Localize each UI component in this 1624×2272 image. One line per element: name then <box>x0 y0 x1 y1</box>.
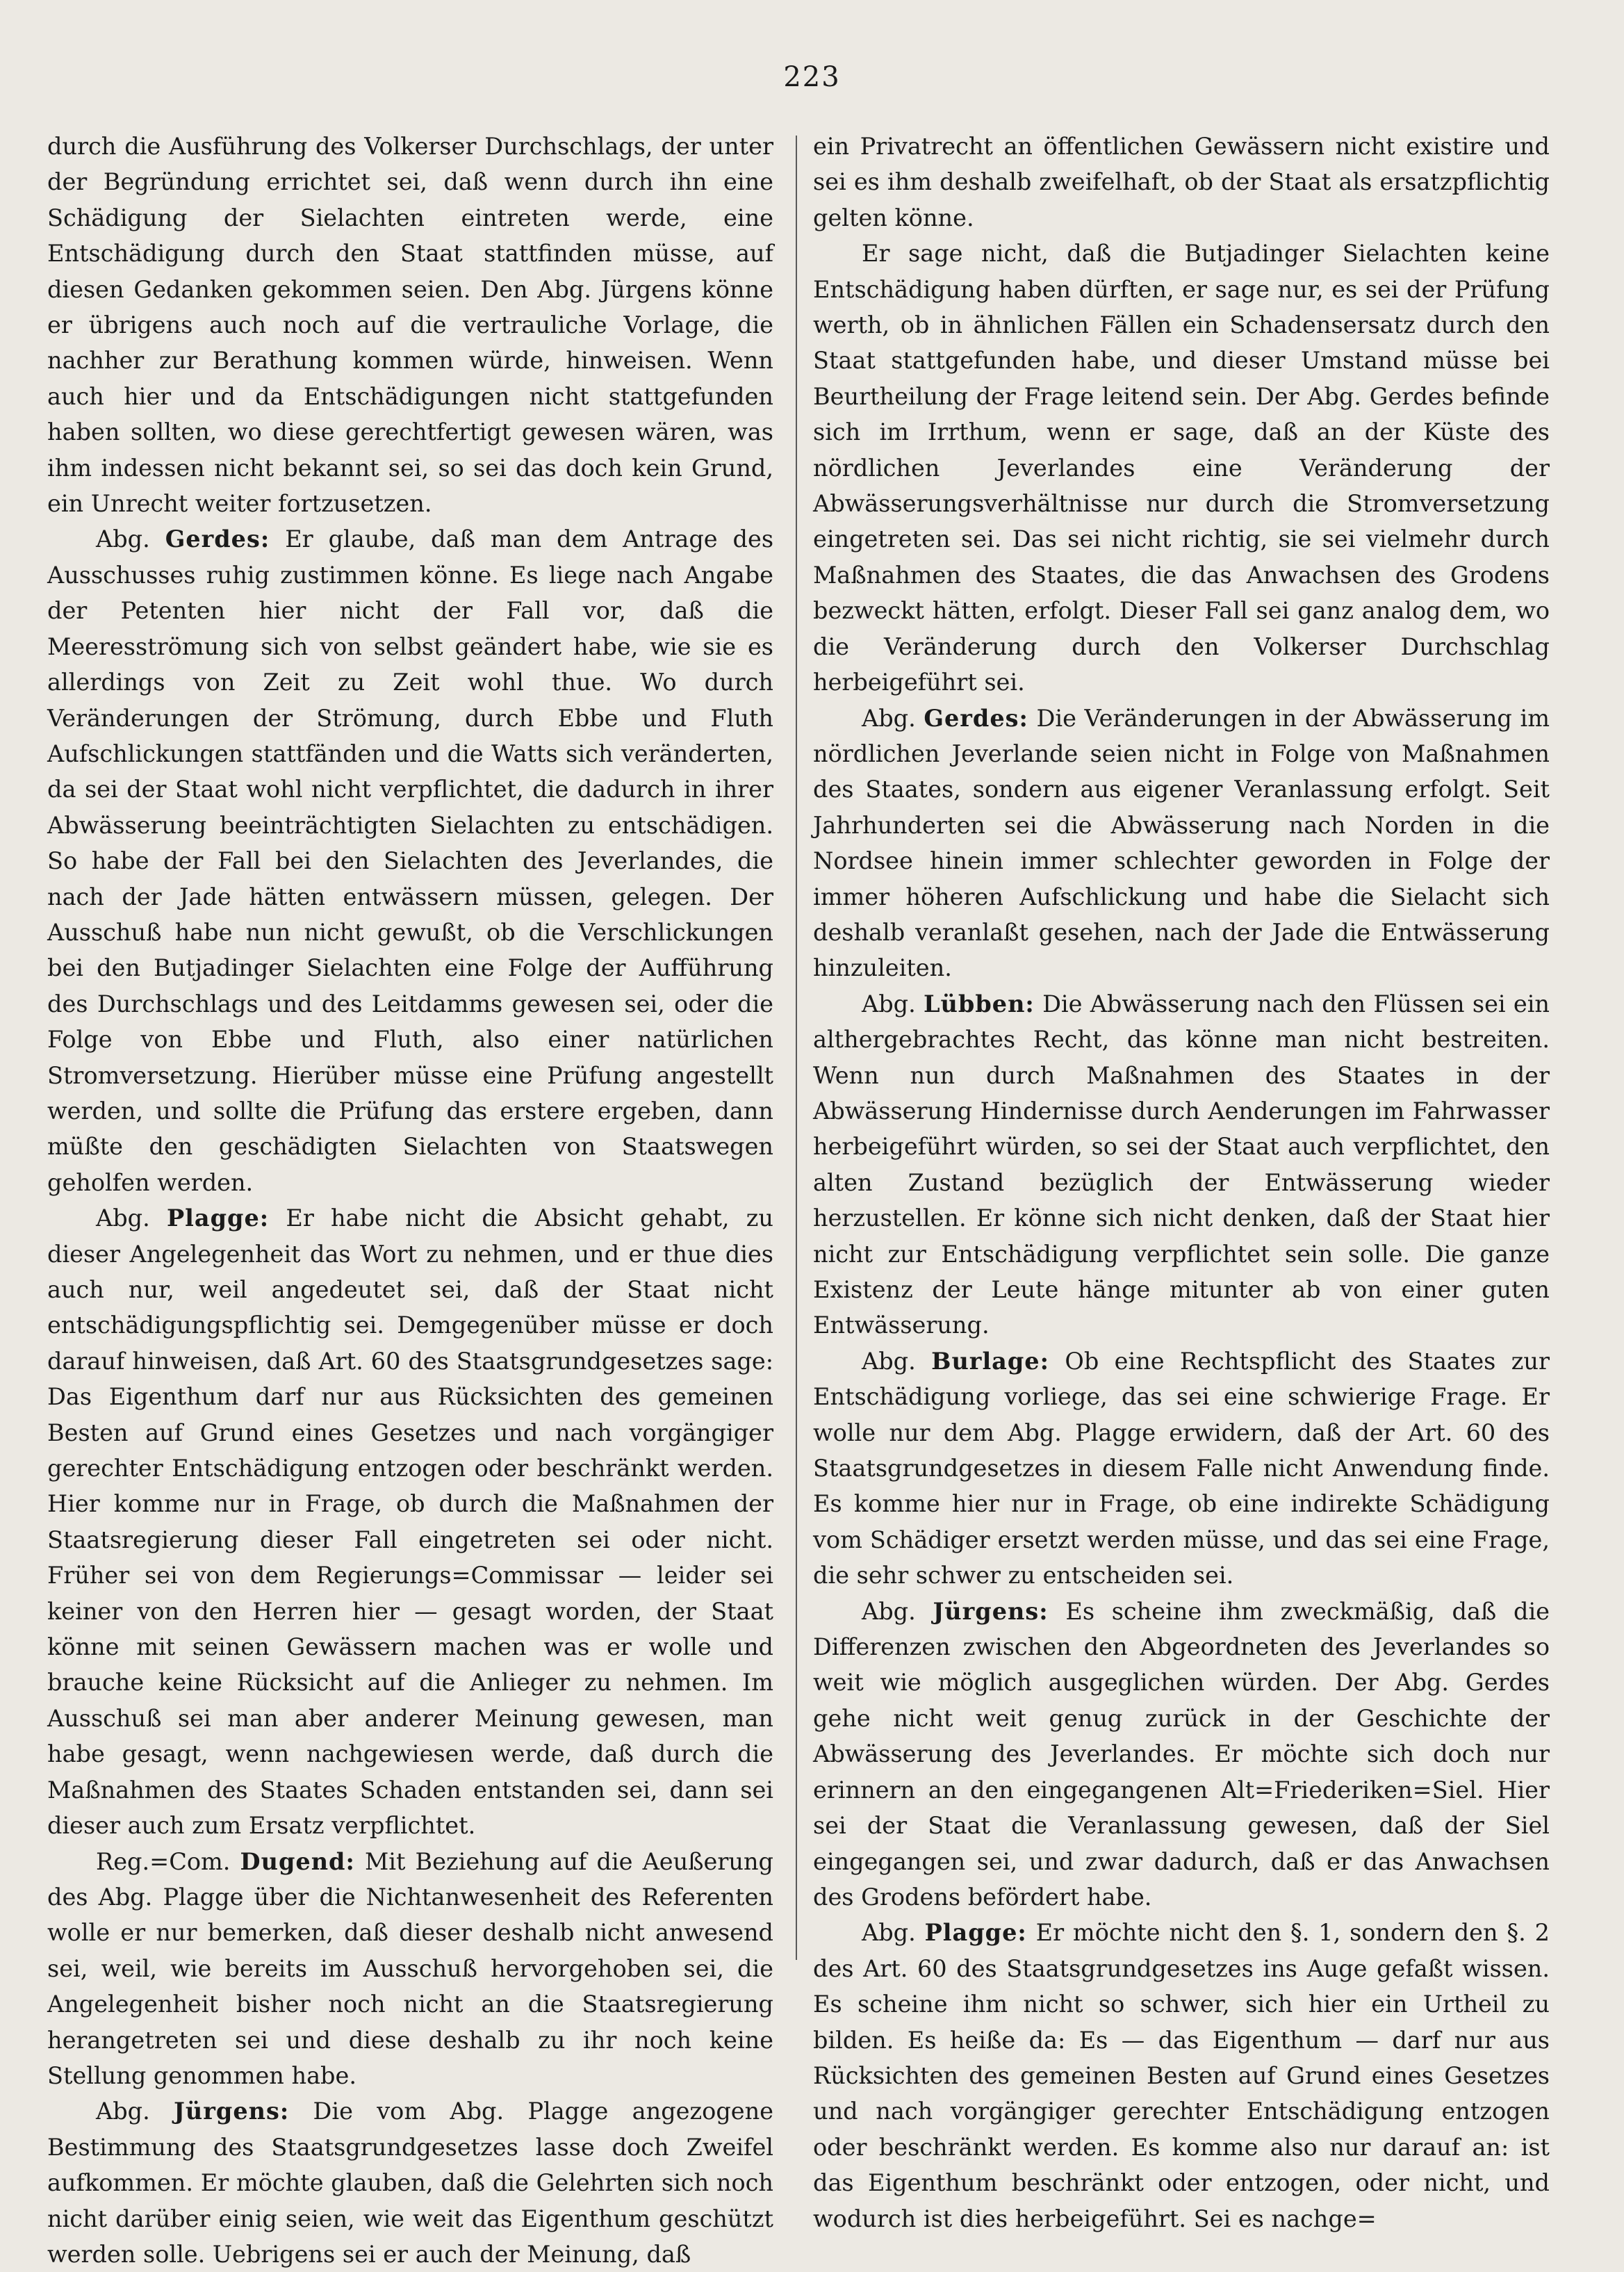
paragraph-text: Es scheine ihm zweckmäßig, daß die Differenzen zwischen den Abgeordneten des Jeverlandes so weit wie möglich ausgeglichen würden. Der Abg. Gerdes gehe nicht weit genug zurück in der Geschichte der Abwässerung des Jeverlandes. Er möchte sich doch nur erinnern an den eingegangenen Alt=Friederiken=Siel. Hier sei der Staat die Veranlassung gewesen, daß der Siel eingegangen sei, und zwar dadurch, daß er das Anwachsen des Grodens befördert habe. <box>813 1597 1550 1911</box>
paragraph <box>47 521 773 1200</box>
speaker-prefix: Abg. <box>96 525 150 553</box>
speaker-name: Jürgens: <box>933 1597 1049 1625</box>
paragraph-text: Er habe nicht die Absicht gehabt, zu dieser Angelegenheit das Wort zu nehmen, und er thue dies auch nur, weil angedeutet sei, daß der Staat nicht entschädigungspflichtig sei. Demgegenüber müsse er doch darauf hinweisen, daß Art. 60 des Staatsgrundgesetzes sage: Das Eigenthum darf nur aus Rücksichten des gemeinen Besten auf Grund eines Gesetzes und nach vorgängiger gerechter Entschädigung entzogen oder beschränkt werden. Hier komme nur in Frage, ob durch die Maßnahmen der Staatsregierung dieser Fall eingetreten sei oder nicht. Früher sei von dem Regierungs=Commissar — leider sei keiner von den Herren hier — gesagt worden, der Staat könne mit seinen Gewässern machen was er wolle und brauche keine Rücksicht auf die Anlieger zu nehmen. Im Ausschuß sei man aber anderer Meinung gewesen, man habe gesagt, wenn nachgewiesen werde, daß durch die Maßnahmen des Staates Schaden entstanden sei, dann sei dieser auch zum Ersatz verpflichtet. <box>47 1204 773 1840</box>
paragraph-text: Die Abwässerung nach den Flüssen sei ein althergebrachtes Recht, das könne man nicht bestreiten. Wenn nun durch Maßnahmen des Staates in der Abwässerung Hindernisse durch Aenderungen im Fahrwasser herbeigeführt würden, so sei der Staat auch verpflichtet, den alten Zustand bezüglich der Entwässerung wieder herzustellen. Er könne sich nicht denken, daß der Staat hier nicht zur Entschädigung verpflichtet sein solle. Die ganze Existenz der Leute hänge mitunter ab von einer guten Entwässerung. <box>813 990 1550 1339</box>
speaker-prefix: Abg. <box>96 2098 150 2125</box>
paragraph-text: durch die Ausführung des Volkerser Durchschlags, der unter der Begründung errichtet sei, daß wenn durch ihn eine Schädigung der Sielachten eintreten werde, eine Entschädigung durch den Staat stattfinden müsse, auf diesen Gedanken gekommen seien. Den Abg. Jürgens könne er übrigens auch noch auf die vertrauliche Vorlage, die nachher zur Berathung kommen würde, hinweisen. Wenn auch hier und da Entschädigungen nicht stattgefunden haben sollten, wo diese gerechtfertigt gewesen wären, was ihm indessen nicht bekannt sei, so sei das doch kein Grund, ein Unrecht weiter fortzusetzen. <box>47 133 773 518</box>
paragraph <box>813 701 1550 986</box>
paragraph-text: Die vom Abg. Plagge angezogene Bestimmung des Staatsgrundgesetzes lasse doch Zweifel aufkommen. Er möchte glauben, daß die Gelehrten sich noch nicht darüber einig seien, wie weit das Eigenthum geschützt werden solle. Uebrigens sei er auch der Meinung, daß <box>47 2098 773 2268</box>
paragraph-text: Die Veränderungen in der Abwässerung im nördlichen Jeverlande seien nicht in Folge von Maßnahmen des Staates, sondern aus eigener Veranlassung erfolgt. Seit Jahrhunderten sei die Abwässerung nach Norden in die Nordsee hinein immer schlechter geworden in Folge der immer höheren Aufschlickung und habe die Sielacht sich deshalb veranlaßt gesehen, nach der Jade die Entwässerung hinzuleiten. <box>813 704 1550 982</box>
speaker-name: Jürgens: <box>174 2098 290 2125</box>
paragraph <box>47 1844 773 2094</box>
left-column <box>47 129 774 2268</box>
page-number: 223 <box>783 61 841 93</box>
paragraph <box>813 129 1550 236</box>
right-column <box>813 129 1550 2232</box>
paragraph <box>47 2093 773 2272</box>
paragraph-text: Er glaube, daß man dem Antrage des Ausschusses ruhig zustimmen könne. Es liege nach Angabe der Petenten hier nicht der Fall vor, daß die Meeresströmung sich von selbst geändert habe, wie sie es allerdings von Zeit zu Zeit wohl thue. Wo durch Veränderungen der Strömung, durch Ebbe und Fluth Aufschlickungen stattfänden und die Watts sich veränderten, da sei der Staat wohl nicht verpflichtet, die dadurch in ihrer Abwässerung beeinträchtigten Sielachten zu entschädigen. So habe der Fall bei den Sielachten des Jeverlandes, die nach der Jade hätten entwässern müssen, gelegen. Der Ausschuß habe nun nicht gewußt, ob die Verschlickungen bei den Butjadinger Sielachten eine Folge der Aufführung des Durchschlags und des Leitdamms gewesen sei, oder die Folge von Ebbe und Fluth, also einer natürlichen Stromversetzung. Hierüber müsse eine Prüfung angestellt werden, und sollte die Prüfung das erstere ergeben, dann müßte den geschädigten Sielachten von Staatswegen geholfen werden. <box>47 525 774 1196</box>
speaker-prefix: Abg. <box>96 1204 150 1232</box>
paragraph <box>813 986 1550 1343</box>
paragraph <box>813 1343 1550 1594</box>
paragraph <box>47 129 773 521</box>
paragraph-text: Er sage nicht, daß die Butjadinger Sielachten keine Entschädigung haben dürften, er sage nur, es sei der Prüfung werth, ob in ähnlichen Fällen ein Schadensersatz durch den Staat stattgefunden habe, und dieser Umstand müsse bei Beurtheilung der Frage leitend sein. Der Abg. Gerdes befinde sich im Irrthum, wenn er sage, daß an der Küste des nördlichen Jeverlandes eine Veränderung der Abwässerungsverhältnisse nur durch die Stromversetzung eingetreten sei. Das sei nicht richtig, sie sei vielmehr durch Maßnahmen des Staates, die das Anwachsen des Grodens bezweckt hätten, erfolgt. Dieser Fall sei ganz analog dem, wo die Veränderung durch den Volkerser Durchschlag herbeigeführt sei. <box>813 240 1550 696</box>
speaker-prefix: Abg. <box>862 1919 916 1947</box>
speaker-name: Dugend: <box>240 1847 355 1875</box>
paragraph <box>813 236 1550 700</box>
paragraph-text: ein Privatrecht an öffentlichen Gewässern nicht existire und sei es ihm deshalb zweifelhaft, ob der Staat als ersatzpflichtig gelten könne. <box>813 133 1550 231</box>
paragraph-text: Er möchte nicht den §. 1, sondern den §. 2 des Art. 60 des Staatsgrundgesetzes ins Auge gefaßt wissen. Es scheine ihm nicht so schwer, sich hier ein Urtheil zu bilden. Es heiße da: Es — das Eigenthum — darf nur aus Rücksichten des gemeinen Besten auf Grund eines Gesetzes und nach vorgängiger gerechter Entschädigung entzogen oder beschränkt werden. Es komme also nur darauf an: ist das Eigenthum beschränkt oder entzogen, oder nicht, und wodurch ist dies herbeigeführt. Sei es nachge= <box>813 1919 1550 2232</box>
speaker-name: Plagge: <box>924 1919 1027 1947</box>
speaker-name: Plagge: <box>166 1204 270 1232</box>
paragraph <box>813 1594 1550 1915</box>
speaker-prefix: Abg. <box>862 990 916 1018</box>
speaker-name: Lübben: <box>924 990 1035 1018</box>
paragraph <box>47 1200 773 1843</box>
speaker-name: Gerdes: <box>165 525 270 553</box>
speaker-prefix: Abg. <box>862 704 916 732</box>
speaker-prefix: Abg. <box>862 1597 916 1625</box>
paragraph-text: Mit Beziehung auf die Aeußerung des Abg. Plagge über die Nichtanwesenheit des Referenten wolle er nur bemerken, daß dieser deshalb nicht anwesend sei, weil, wie bereits im Ausschuß hervorgehoben sei, die Angelegenheit bisher noch nicht an die Staatsregierung herangetreten sei und diese deshalb zu ihr noch keine Stellung genommen habe. <box>47 1847 773 2089</box>
speaker-prefix: Reg.=Com. <box>96 1847 231 1875</box>
speaker-name: Gerdes: <box>924 704 1028 732</box>
column-divider <box>796 136 797 1960</box>
speaker-prefix: Abg. <box>862 1347 916 1375</box>
paragraph-text: Ob eine Rechtspflicht des Staates zur Entschädigung vorliege, das sei eine schwierige Frage. Er wolle nur dem Abg. Plagge erwidern, daß der Art. 60 des Staatsgrundgesetzes in diesem Falle nicht Anwendung finde. Es komme hier nur in Frage, ob eine indirekte Schädigung vom Schädiger ersetzt werden müsse, und das sei eine Frage, die sehr schwer zu entscheiden sei. <box>813 1347 1550 1589</box>
paragraph <box>813 1915 1550 2237</box>
speaker-name: Burlage: <box>931 1347 1049 1375</box>
